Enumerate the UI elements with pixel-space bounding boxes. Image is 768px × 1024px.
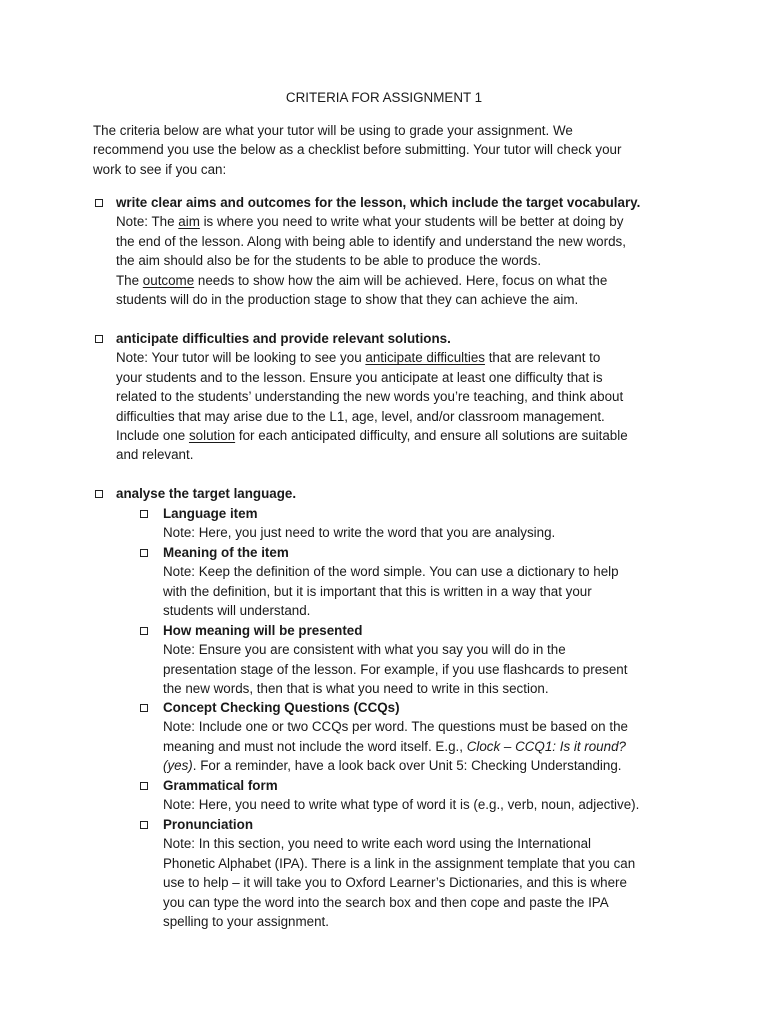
criterion-note-line: the aim should also be for the students to be able to produce the words. [116, 253, 542, 269]
criterion-note-line: difficulties that may arise due to the L1, age, level, and/or classroom management. [116, 408, 605, 424]
subcriterion-ccqs [163, 698, 758, 776]
criterion-note-line [116, 426, 756, 445]
subcriterion-note-line: Phonetic Alphabet (IPA). There is a link in the assignment template that you can [163, 855, 636, 871]
intro-paragraph [93, 121, 693, 179]
subcriterion-language-item [163, 504, 758, 543]
intro-line: recommend you use the below as a checklist before submitting. Your tutor will check your [93, 142, 622, 158]
subcriterion-note-line: Note: In this section, you need to write each word using the International [163, 836, 592, 852]
checkbox-meaning[interactable] [140, 549, 148, 557]
criterion-aims [116, 193, 756, 309]
underlined-term: aim [178, 214, 200, 230]
subcriterion-note-line: Note: Here, you just need to write the word that you are analysing. [163, 525, 556, 541]
example-text: Clock – CCQ1: Is it round? [466, 738, 626, 754]
criterion-note-line [116, 212, 756, 231]
criterion-note-line [116, 348, 756, 367]
criterion-note-line: students will do in the production stage to show that they can achieve the aim. [116, 292, 579, 308]
note-text: for each anticipated difficulty, and ensure all solutions are suitable [235, 428, 628, 444]
subcriterion-note-line: Note: Here, you need to write what type of word it is (e.g., verb, noun, adjective). [163, 797, 640, 813]
checkbox-ccqs[interactable] [140, 704, 148, 712]
subcriterion-pronunciation [163, 815, 758, 931]
subcriterion-note-line: Note: Ensure you are consistent with what you say you will do in the [163, 642, 566, 658]
checkbox-analyse[interactable] [95, 490, 103, 498]
subcriterion-meaning [163, 543, 758, 621]
criterion-note-line: your students and to the lesson. Ensure you anticipate at least one difficulty that is [116, 369, 603, 385]
subcriterion-note-line: spelling to your assignment. [163, 914, 329, 930]
underlined-term: outcome [142, 272, 195, 288]
subcriterion-note-line: students will understand. [163, 603, 311, 619]
subcriterion-note-line: presentation stage of the lesson. For example, if you use flashcards to present [163, 661, 628, 677]
checkbox-difficulties[interactable] [95, 335, 103, 343]
note-text: The [116, 272, 143, 288]
criterion-note-line [116, 271, 756, 290]
checkbox-pronunciation[interactable] [140, 821, 148, 829]
note-text: Note: Your tutor will be looking to see you [116, 350, 366, 366]
criterion-aims-heading: write clear aims and outcomes for the lesson, which include the target vocabulary. [116, 195, 641, 210]
subcriterion-heading: Concept Checking Questions (CCQs) [163, 700, 400, 715]
note-text: needs to show how the aim will be achieved. Here, focus on what the [194, 272, 608, 288]
criterion-note-line: the end of the lesson. Along with being able to identify and understand the new words, [116, 233, 626, 249]
subcriterion-note-line: the new words, then that is what you need to write in this section. [163, 681, 549, 697]
criterion-analyse [116, 484, 756, 503]
checkbox-aims[interactable] [95, 199, 103, 207]
subcriterion-note-line: Note: Keep the definition of the word simple. You can use a dictionary to help [163, 564, 619, 580]
subcriterion-note-line: Note: Include one or two CCQs per word. The questions must be based on the [163, 719, 628, 735]
criterion-analyse-heading: analyse the target language. [116, 486, 297, 501]
checkbox-presentation[interactable] [140, 627, 148, 635]
intro-line: work to see if you can: [93, 161, 227, 177]
criterion-difficulties [116, 329, 756, 465]
subcriterion-note-line: with the definition, but it is important that this is written in a way that your [163, 583, 592, 599]
note-text: is where you need to write what your students will be better at doing by [199, 214, 624, 230]
subcriterion-note-line: use to help – it will take you to Oxford Learner’s Dictionaries, and this is where [163, 875, 627, 891]
note-text: Note: The [116, 214, 179, 230]
subcriterion-presentation [163, 621, 758, 699]
checkbox-language-item[interactable] [140, 510, 148, 518]
subcriterion-heading: How meaning will be presented [163, 623, 363, 638]
underlined-term: anticipate difficulties [365, 350, 485, 366]
subcriterion-grammatical-form [163, 776, 758, 815]
underlined-term: solution [188, 428, 236, 444]
document-title: CRITERIA FOR ASSIGNMENT 1 [285, 90, 483, 105]
criterion-note-line: related to the students’ understanding the new words you’re teaching, and think about [116, 389, 624, 405]
note-text: that are relevant to [484, 350, 601, 366]
note-text: . For a reminder, have a look back over Unit 5: Checking Understanding. [192, 758, 622, 774]
note-text: meaning and must not include the word itself. E.g., [163, 738, 467, 754]
subcriterion-heading: Pronunciation [163, 817, 254, 832]
subcriterion-heading: Grammatical form [163, 778, 278, 793]
subcriterion-note-line [163, 737, 758, 756]
checkbox-grammatical-form[interactable] [140, 782, 148, 790]
criterion-difficulties-heading: anticipate difficulties and provide relevant solutions. [116, 331, 451, 346]
criterion-note-line: and relevant. [116, 447, 194, 463]
subcriterion-note-line: you can type the word into the search box and then cope and paste the IPA [163, 894, 609, 910]
subcriterion-heading: Language item [163, 506, 258, 521]
example-text: (yes) [163, 758, 193, 774]
subcriterion-heading: Meaning of the item [163, 545, 289, 560]
subcriterion-note-line [163, 756, 758, 775]
note-text: Include one [116, 428, 189, 444]
intro-line: The criteria below are what your tutor will be using to grade your assignment. We [93, 123, 573, 138]
